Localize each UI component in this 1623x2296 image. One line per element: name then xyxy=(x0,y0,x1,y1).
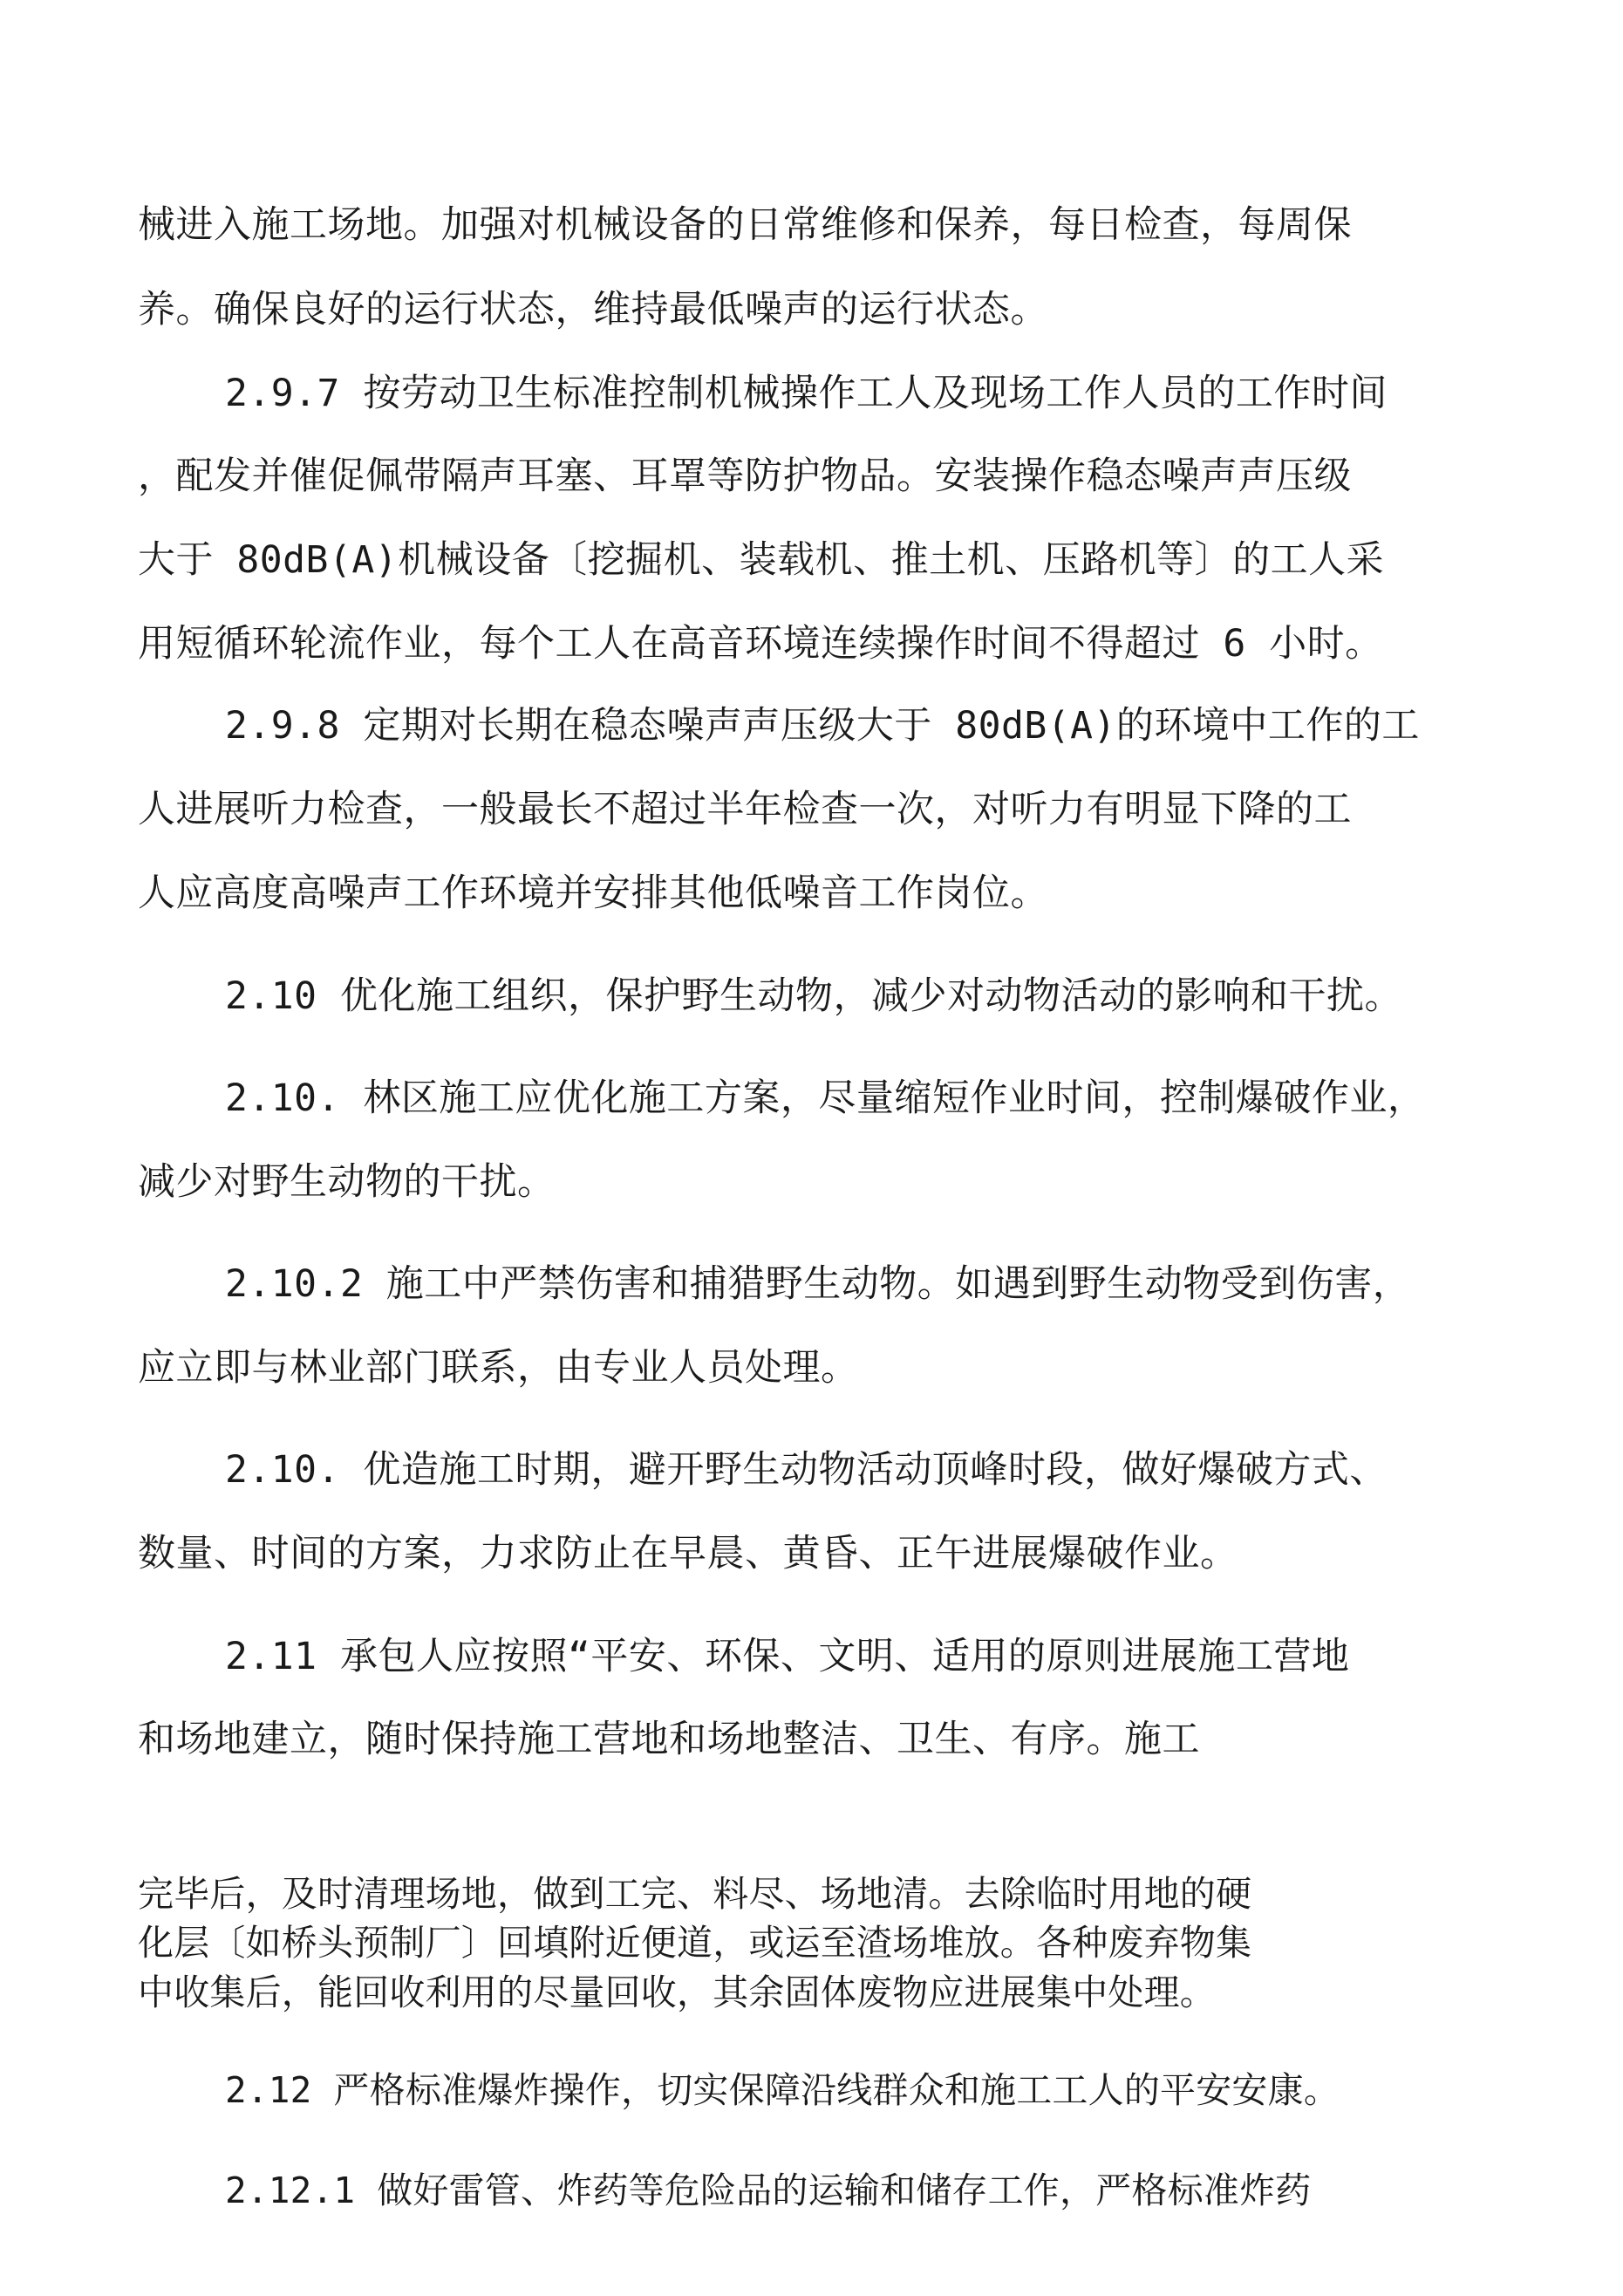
text-line: 2.10. 林区施工应优化施工方案，尽量缩短作业时间，控制爆破作业， xyxy=(225,1076,1426,1120)
text-line: ，配发并催促佩带隔声耳塞、耳罩等防护物品。安装操作稳态噪声声压级 xyxy=(138,454,1352,498)
text-line: 2.10. 优造施工时期，避开野生动物活动顶峰时段，做好爆破方式、 xyxy=(225,1448,1388,1492)
text-line: 2.9.7 按劳动卫生标准控制机械操作工人及现场工作人员的工作时间 xyxy=(225,372,1388,415)
text-line: 应立即与林业部门联系，由专业人员处理。 xyxy=(138,1346,859,1390)
text-line: 人进展听力检查，一般最长不超过半年检查一次，对听力有明显下降的工 xyxy=(138,788,1352,831)
text-line: 和场地建立，随时保持施工营地和场地整洁、卫生、有序。施工 xyxy=(138,1718,1200,1761)
text-line: 械进入施工场地。加强对机械设备的日常维修和保养，每日检查，每周保 xyxy=(138,203,1352,247)
text-line: 大于 80dB(A)机械设备〔挖掘机、装载机、推土机、压路机等〕的工人采 xyxy=(138,538,1385,582)
text-line: 2.10.2 施工中严禁伤害和捕猎野生动物。如遇到野生动物受到伤害， xyxy=(225,1262,1411,1306)
text-line: 减少对野生动物的干扰。 xyxy=(138,1160,556,1204)
text-line: 2.10 优化施工组织，保护野生动物，减少对动物活动的影响和干扰。 xyxy=(225,974,1402,1018)
text-line: 化层〔如桥头预制厂〕回填附近便道，或运至渣场堆放。各种废弃物集 xyxy=(138,1922,1252,1964)
text-line: 2.9.8 定期对长期在稳态噪声声压级大于 80dB(A)的环境中工作的工 xyxy=(225,704,1420,748)
text-line: 2.12 严格标准爆炸操作，切实保障沿线群众和施工工人的平安安康。 xyxy=(225,2069,1340,2111)
text-line: 用短循环轮流作业，每个工人在高音环境连续操作时间不得超过 6 小时。 xyxy=(138,622,1383,666)
text-line: 中收集后，能回收利用的尽量回收，其余固体废物应进展集中处理。 xyxy=(138,1971,1216,2013)
text-line: 养。确保良好的运行状态，维持最低噪声的运行状态。 xyxy=(138,288,1048,331)
text-line: 数量、时间的方案，力求防止在早晨、黄昏、正午进展爆破作业。 xyxy=(138,1532,1238,1575)
text-line: 完毕后，及时清理场地，做到工完、料尽、场地清。去除临时用地的硬 xyxy=(138,1873,1252,1915)
text-line: 2.11 承包人应按照“平安、环保、文明、适用的原则进展施工营地 xyxy=(225,1635,1350,1678)
text-line: 人应高度高噪声工作环境并安排其他低噪音工作岗位。 xyxy=(138,871,1048,915)
text-line: 2.12.1 做好雷管、炸药等危险品的运输和储存工作，严格标准炸药 xyxy=(225,2170,1312,2211)
